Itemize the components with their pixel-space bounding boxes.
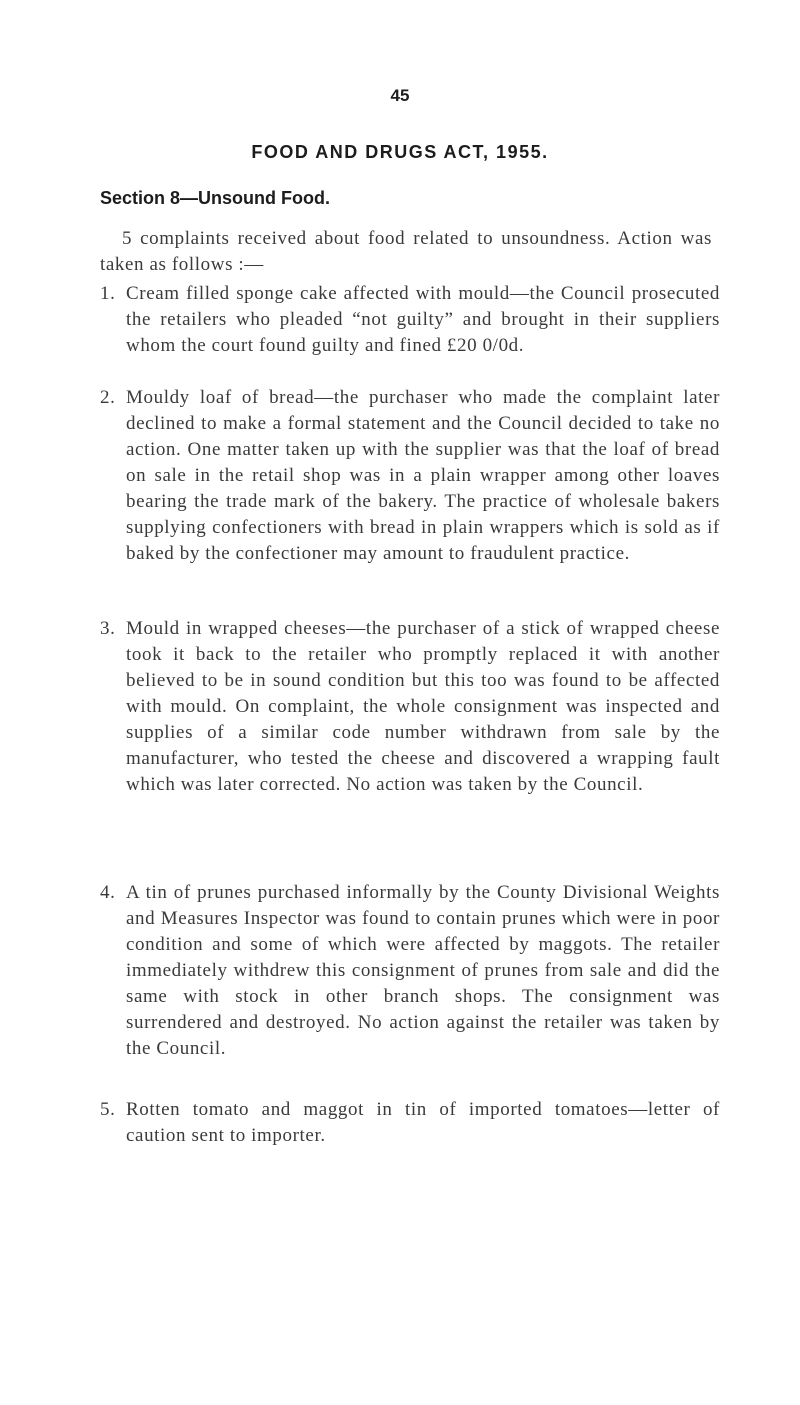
- page-number: 45: [390, 86, 410, 105]
- item-number: 5.: [100, 1099, 116, 1120]
- item-number: 1.: [100, 283, 116, 304]
- list-item: [100, 880, 720, 1062]
- item-number: 2.: [100, 387, 116, 408]
- item-number: 3.: [100, 618, 116, 639]
- item-text: A tin of prunes purchased informally by the County Divisional Weights and Measures Inspector was found to contain prunes which were in poor condition and some of which were affected by maggots. The retailer immediately withdrew this consignment of prunes from sale and did the same with stock in other branch shops. The consignment was surrendered and destroyed. No action against the retailer was taken by the Council.: [126, 882, 720, 1059]
- list-item: [100, 281, 720, 359]
- item-number: 4.: [100, 882, 116, 903]
- item-text: Cream filled sponge cake affected with mould—the Council prosecuted the retailers who pleaded “not guilty” and brought in their suppliers whom the court found guilty and fined £20 0/0d.: [126, 283, 720, 356]
- list-item: [100, 385, 720, 567]
- item-text: Rotten tomato and maggot in tin of imported tomatoes—letter of caution sent to importer.: [126, 1099, 720, 1146]
- act-title: FOOD AND DRUGS ACT, 1955.: [251, 142, 549, 162]
- list-item: [100, 616, 720, 798]
- list-item: [100, 1097, 720, 1149]
- intro-paragraph: 5 complaints received about food related to unsoundness. Action was taken as follows :—: [100, 228, 712, 275]
- item-text: Mould in wrapped cheeses—the purchaser of a stick of wrapped cheese took it back to the retailer who promptly replaced it with another believed to be in sound condition but this too was found to be affected with mould. On complaint, the whole consignment was inspected and supplies of a similar code number withdrawn from sale by the manufacturer, who tested the cheese and discovered a wrapping fault which was later corrected. No action was taken by the Council.: [126, 618, 720, 795]
- item-text: Mouldy loaf of bread—the purchaser who made the complaint later declined to make a formal statement and the Council decided to take no action. One matter taken up with the supplier was that the loaf of bread on sale in the retail shop was in a plain wrapper among other loaves bearing the trade mark of the bakery. The practice of wholesale bakers supplying confectioners with bread in plain wrappers which is sold as if baked by the confectioner may amount to fraudulent practice.: [126, 387, 720, 564]
- section-heading: Section 8—Unsound Food.: [100, 188, 330, 208]
